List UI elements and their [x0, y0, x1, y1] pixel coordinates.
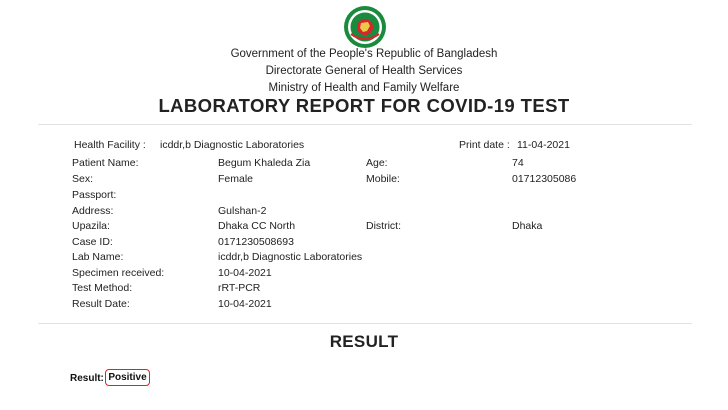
print-date-label: Print date :: [459, 139, 510, 151]
mobile-label: Mobile:: [366, 173, 400, 185]
bottom-divider: [38, 323, 692, 324]
result-date-value: 10-04-2021: [218, 298, 272, 310]
result-value: Positive: [108, 372, 147, 383]
case-id-value: 0171230508693: [218, 236, 294, 248]
specimen-received-label: Specimen received:: [72, 267, 165, 279]
upazila-value: Dhaka CC North: [218, 220, 296, 232]
district-value: Dhaka: [512, 220, 543, 232]
top-divider: [38, 124, 692, 125]
sex-label: Sex:: [72, 173, 94, 185]
test-method-label: Test Method:: [72, 282, 133, 294]
health-facility-value: icddr,b Diagnostic Laboratories: [160, 139, 305, 151]
age-value: 74: [512, 157, 524, 169]
header-government-line: Government of the People's Republic of Bangladesh: [230, 48, 498, 60]
address-label: Address:: [72, 205, 114, 217]
print-date-value: 11-04-2021: [517, 139, 570, 151]
mobile-value: 01712305086: [512, 173, 577, 185]
district-label: District:: [366, 220, 401, 232]
address-value: Gulshan-2: [218, 205, 267, 217]
result-date-label: Result Date:: [72, 298, 130, 310]
passport-label: Passport:: [72, 189, 117, 201]
health-facility-label: Health Facility :: [74, 139, 146, 151]
sex-value: Female: [218, 173, 254, 185]
result-value-badge: [105, 369, 150, 386]
lab-name-value: icddr,b Diagnostic Laboratories: [218, 251, 363, 263]
government-seal-icon: [342, 4, 388, 50]
result-label: Result:: [70, 373, 104, 384]
upazila-label: Upazila:: [72, 220, 110, 232]
header-ministry-line: Ministry of Health and Family Welfare: [268, 82, 460, 94]
result-heading: RESULT: [329, 332, 399, 351]
lab-name-label: Lab Name:: [72, 251, 124, 263]
patient-name-value: Begum Khaleda Zia: [218, 157, 311, 169]
age-label: Age:: [366, 157, 388, 169]
specimen-received-value: 10-04-2021: [218, 267, 272, 279]
header-directorate-line: Directorate General of Health Services: [265, 65, 463, 77]
report-title: LABORATORY REPORT FOR COVID-19 TEST: [158, 95, 570, 116]
test-method-value: rRT-PCR: [218, 282, 261, 294]
patient-name-label: Patient Name:: [72, 157, 139, 169]
case-id-label: Case ID:: [72, 236, 113, 248]
